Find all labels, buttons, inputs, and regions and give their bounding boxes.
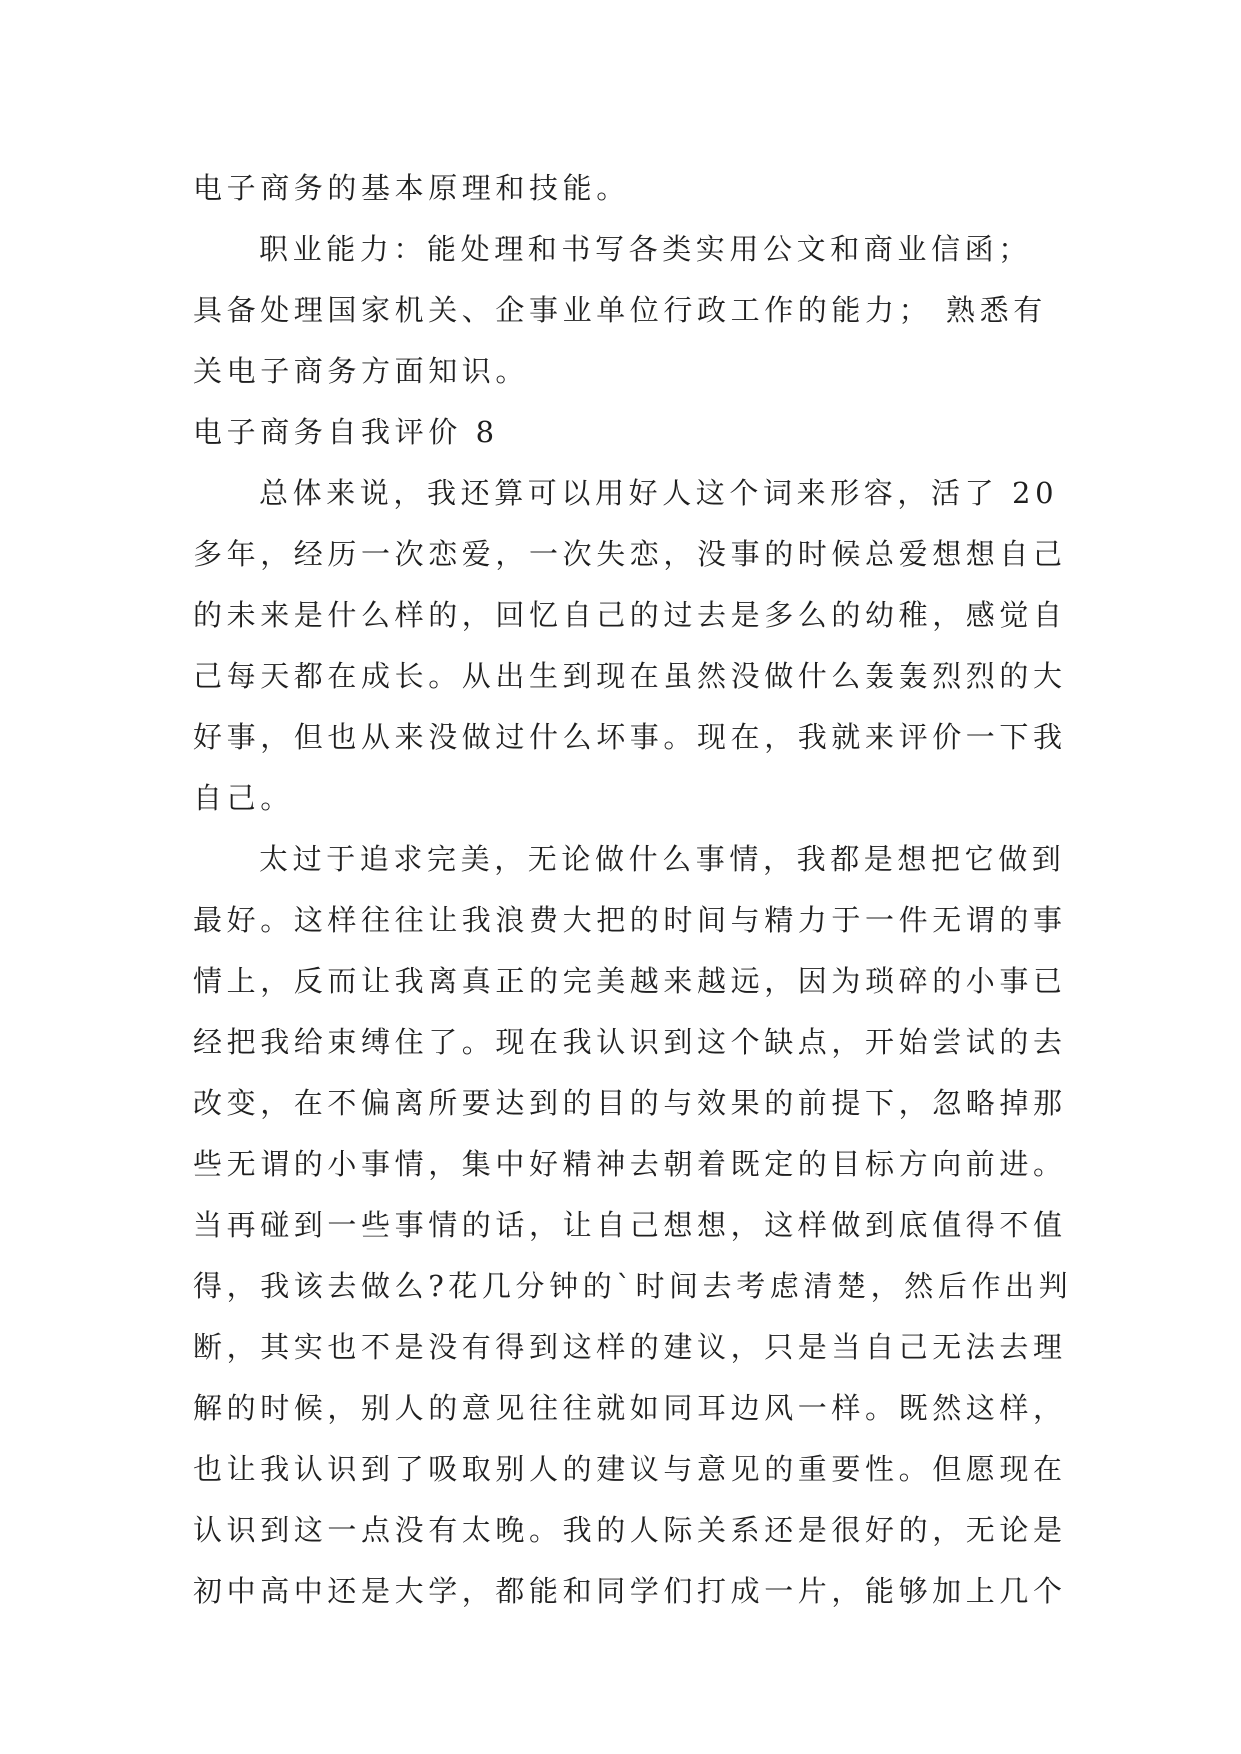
text-line-2: 职业能力：能处理和书写各类实用公文和商业信函； (259, 232, 1032, 266)
text-line-20: 断，其实也不是没有得到这样的建议，只是当自己无法去理 (193, 1330, 1067, 1364)
text-line-8: 的未来是什么样的，回忆自己的过去是多么的幼稚，感觉自 (193, 598, 1067, 632)
text-line-18: 当再碰到一些事情的话，让自己想想，这样做到底值得不值 (193, 1208, 1067, 1242)
text-line-10: 好事，但也从来没做过什么坏事。现在，我就来评价一下我 (193, 720, 1067, 754)
text-line-9: 己每天都在成长。从出生到现在虽然没做什么轰轰烈烈的大 (193, 659, 1067, 693)
text-line-4: 关电子商务方面知识。 (193, 354, 530, 388)
text-line-14: 情上，反而让我离真正的完美越来越远，因为琐碎的小事已 (193, 964, 1067, 998)
text-line-17: 些无谓的小事情，集中好精神去朝着既定的目标方向前进。 (193, 1147, 1067, 1181)
text-line-23: 认识到这一点没有太晚。我的人际关系还是很好的，无论是 (193, 1513, 1067, 1547)
section-heading: 电子商务自我评价 8 (193, 415, 499, 449)
text-line-16: 改变，在不偏离所要达到的目的与效果的前提下，忽略掉那 (193, 1086, 1067, 1120)
text-line-21: 解的时候，别人的意见往往就如同耳边风一样。既然这样， (193, 1391, 1067, 1425)
text-line-24: 初中高中还是大学，都能和同学们打成一片，能够加上几个 (193, 1574, 1067, 1608)
text-line-15: 经把我给束缚住了。现在我认识到这个缺点，开始尝试的去 (193, 1025, 1067, 1059)
text-line-12: 太过于追求完美，无论做什么事情，我都是想把它做到 (259, 842, 1066, 876)
text-line-3: 具备处理国家机关、企事业单位行政工作的能力； 熟悉有 (193, 293, 1047, 327)
text-line-13: 最好。这样往往让我浪费大把的时间与精力于一件无谓的事 (193, 903, 1067, 937)
text-line-1: 电子商务的基本原理和技能。 (193, 171, 630, 205)
text-line-6: 总体来说，我还算可以用好人这个词来形容，活了 20 (259, 476, 1059, 510)
text-line-22: 也让我认识到了吸取别人的建议与意见的重要性。但愿现在 (193, 1452, 1067, 1486)
text-line-7: 多年，经历一次恋爱，一次失恋，没事的时候总爱想想自己 (193, 537, 1067, 571)
text-line-19: 得，我该去做么?花几分钟的`时间去考虑清楚，然后作出判 (193, 1269, 1073, 1303)
text-line-11: 自己。 (193, 781, 294, 815)
document-body (193, 158, 1073, 1622)
